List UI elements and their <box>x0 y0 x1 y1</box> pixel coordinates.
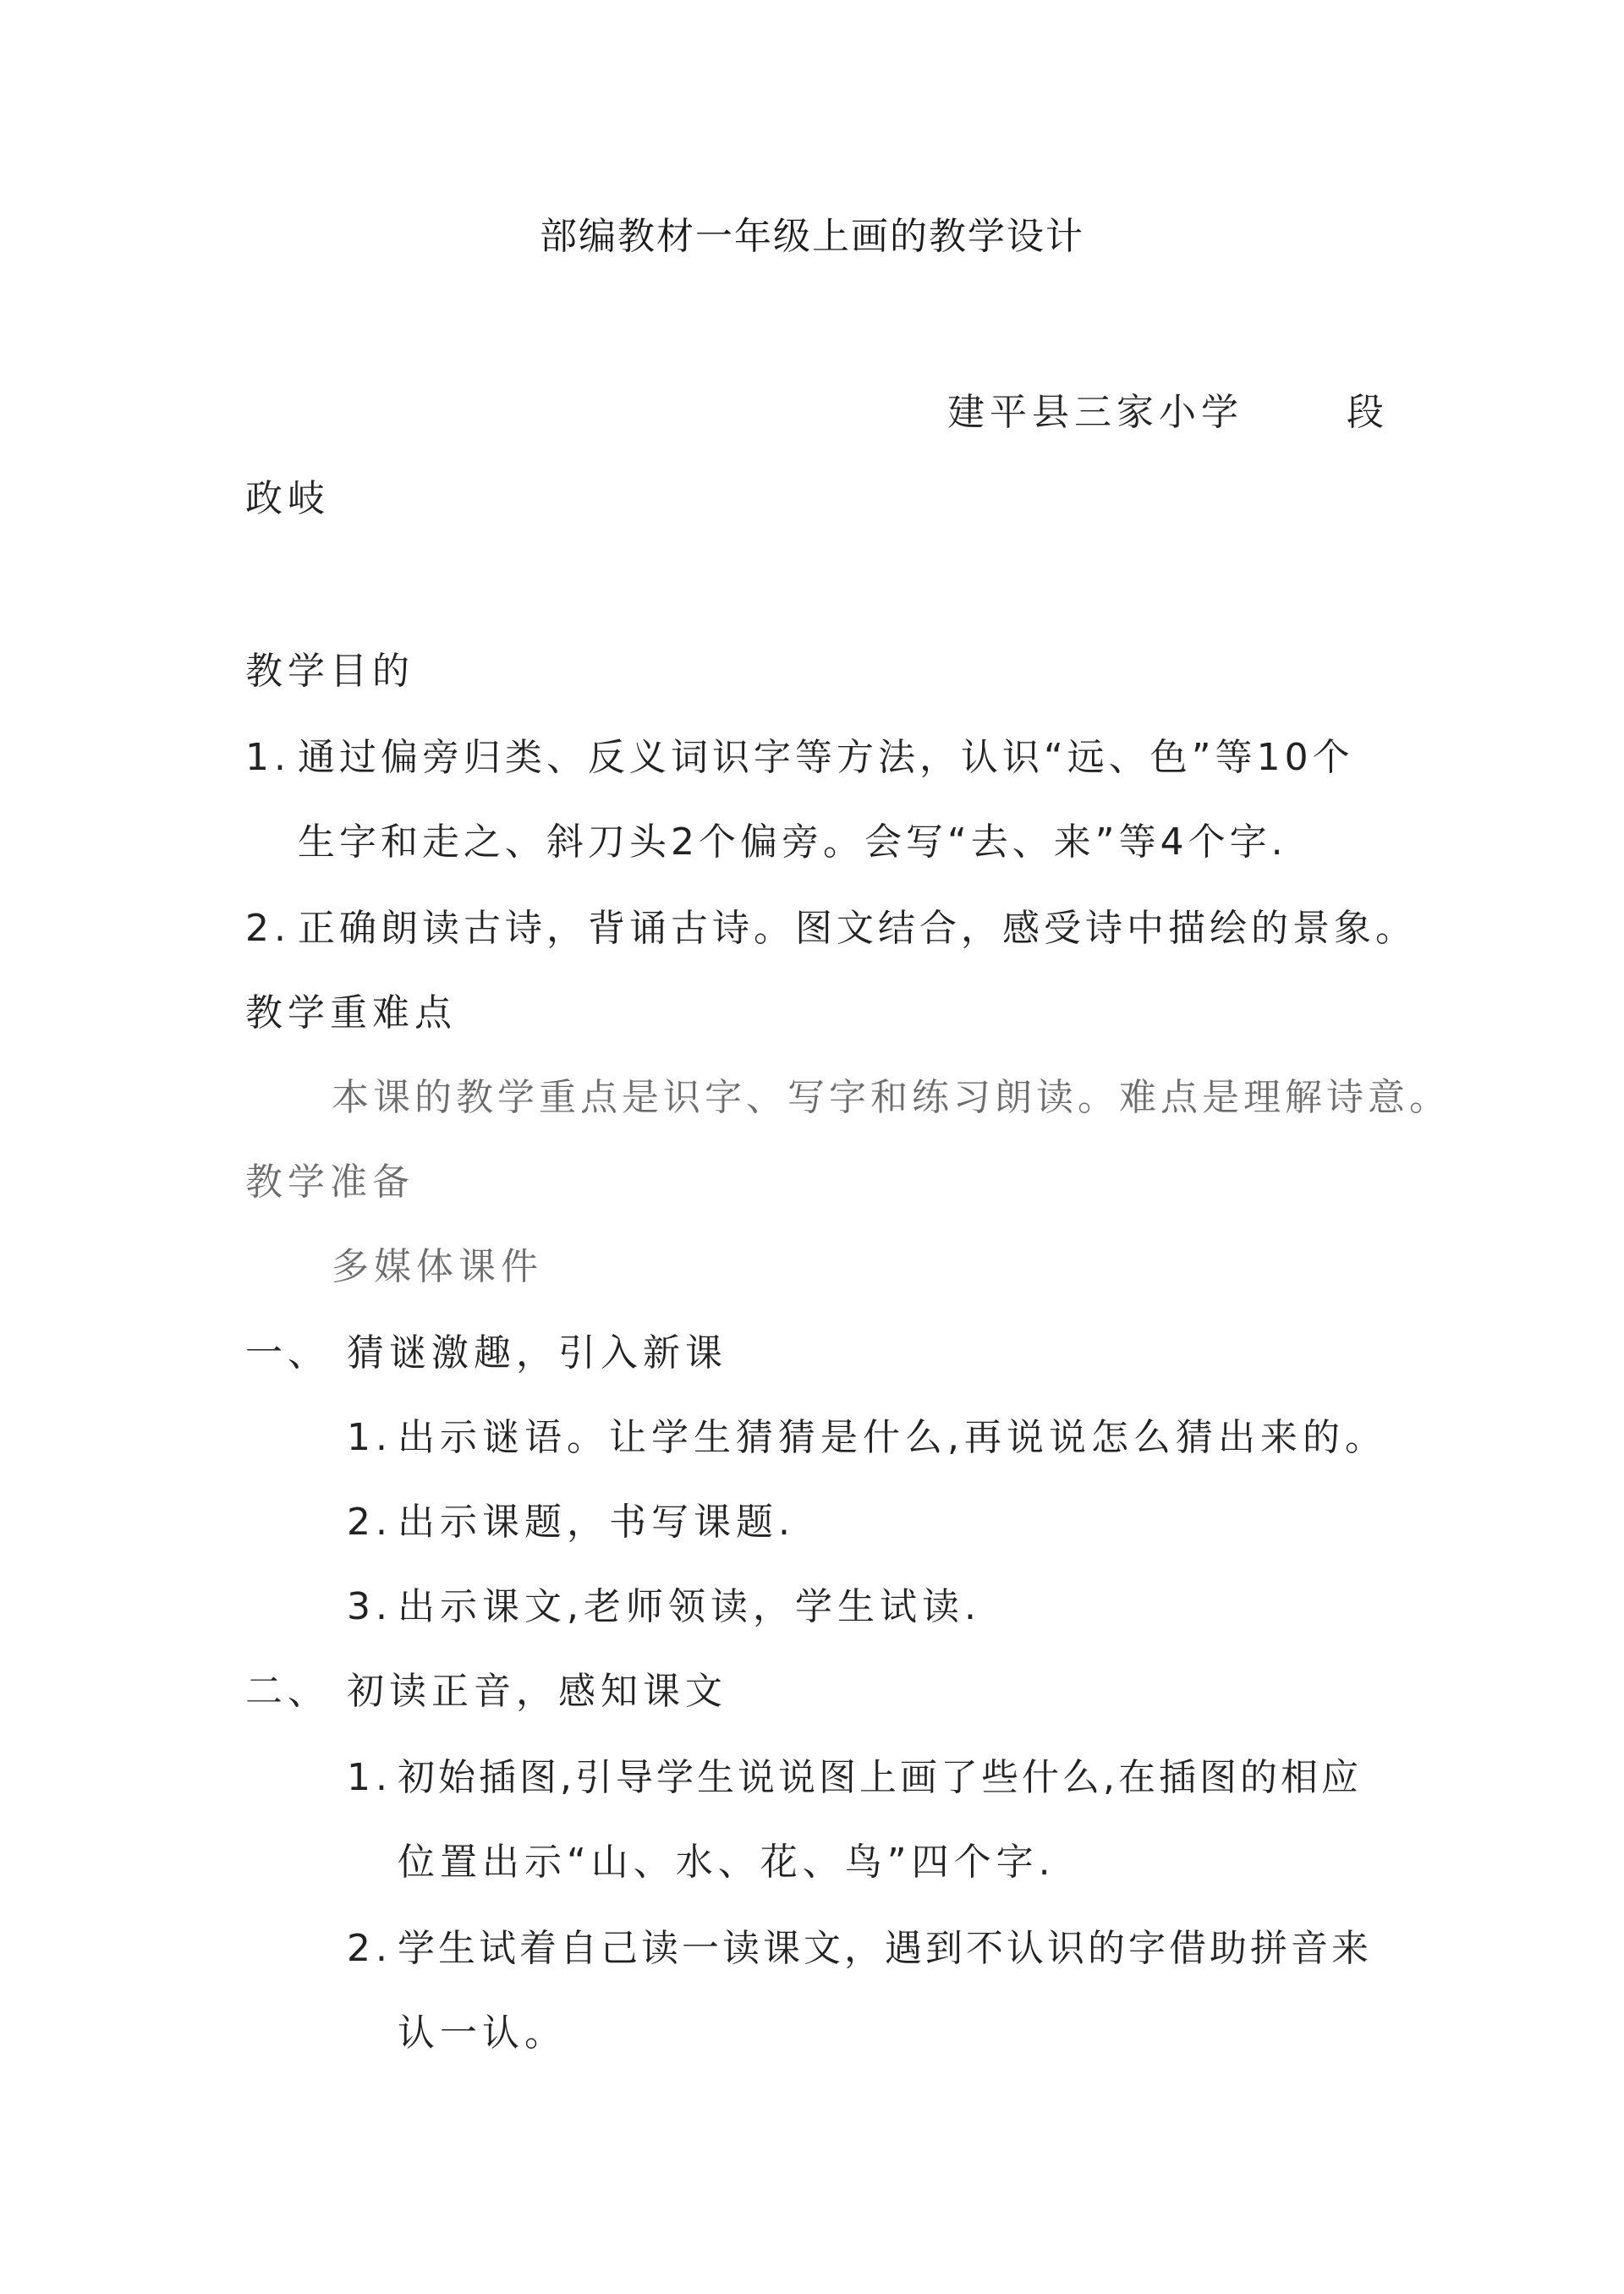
author-school: 建平县三家小学 <box>947 391 1243 434</box>
key-points-text: 本课的教学重点是识字、写字和练习朗读。难点是理解诗意。 <box>332 1076 1451 1119</box>
part-2-heading: 初读正音，感知课文 <box>347 1670 727 1713</box>
objectives-heading: 教学目的 <box>245 650 414 693</box>
part-1-heading: 猜谜激趣，引入新课 <box>347 1331 727 1375</box>
objective-item-2-number: 2. <box>245 907 291 950</box>
author-given-name: 政岐 <box>245 477 330 520</box>
part-2-item-1-number: 1. <box>347 1756 392 1799</box>
document-title: 部编教材一年级上画的教学设计 <box>540 215 1084 258</box>
preparation-text: 多媒体课件 <box>332 1245 543 1288</box>
part-1-item-2: 出示课题，书写课题. <box>398 1501 795 1544</box>
author-surname: 段 <box>1347 391 1389 434</box>
part-2-item-1-line-2: 位置出示“山、水、花、鸟”四个字. <box>398 1841 1056 1884</box>
objective-item-1-line-2: 生字和走之、斜刀头2个偏旁。会写“去、来”等4个字. <box>298 820 1287 864</box>
part-2-item-2-line-2: 认一认。 <box>398 2011 567 2055</box>
part-2-item-1-line-1: 初始插图,引导学生说说图上画了些什么,在插图的相应 <box>398 1756 1362 1799</box>
part-2-item-2-number: 2. <box>347 1927 392 1970</box>
part-1-item-3-number: 3. <box>347 1585 392 1628</box>
part-1-item-2-number: 2. <box>347 1501 392 1544</box>
preparation-heading: 教学准备 <box>245 1161 414 1204</box>
key-points-heading: 教学重难点 <box>245 991 457 1034</box>
objective-item-1-number: 1. <box>245 736 291 779</box>
part-1-item-1: 出示谜语。让学生猜猜是什么,再说说怎么猜出来的。 <box>398 1416 1387 1459</box>
objective-item-1-line-1: 通过偏旁归类、反义词识字等方法，认识“远、色”等10个 <box>298 736 1354 779</box>
part-1-number: 一、 <box>245 1331 330 1375</box>
part-1-item-1-number: 1. <box>347 1416 392 1459</box>
objective-item-2-line-1: 正确朗读古诗，背诵古诗。图文结合，感受诗中描绘的景象。 <box>298 907 1417 950</box>
part-1-item-3: 出示课文,老师领读，学生试读. <box>398 1585 981 1628</box>
part-2-number: 二、 <box>245 1670 330 1713</box>
part-2-item-2-line-1: 学生试着自己读一读课文，遇到不认识的字借助拼音来 <box>398 1927 1372 1970</box>
